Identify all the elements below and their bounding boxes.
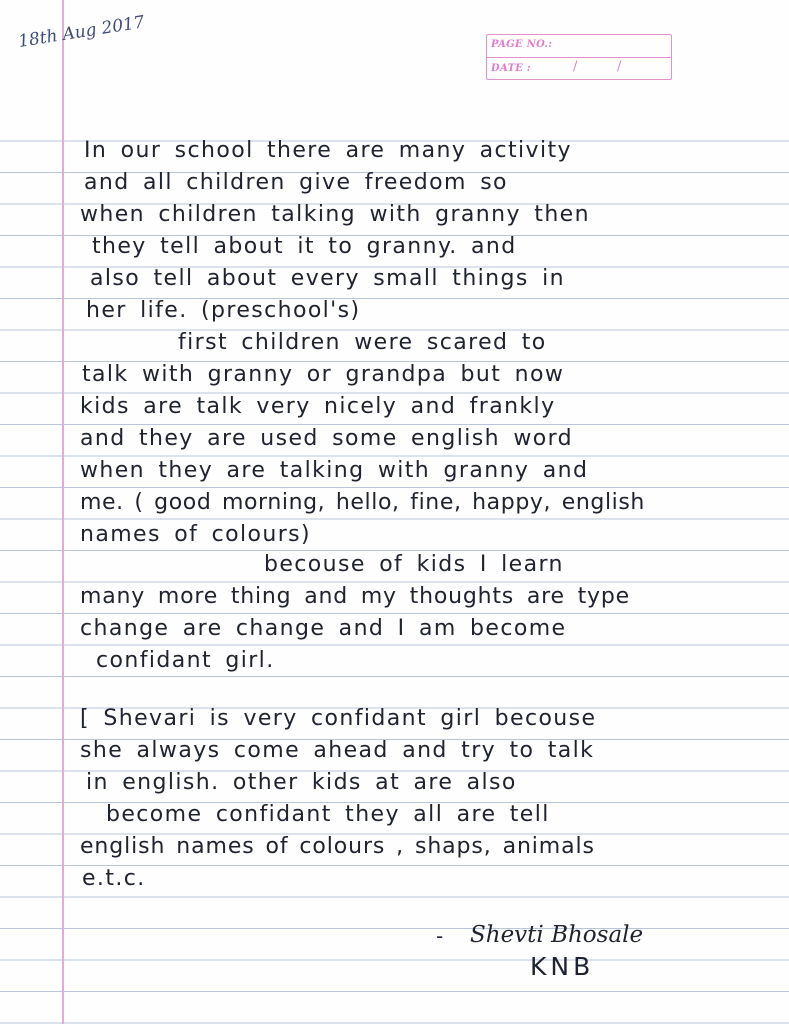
text-line: first children were scared to xyxy=(178,330,547,355)
date-slash: / xyxy=(573,59,578,74)
date-slash: / xyxy=(617,59,622,74)
text-line: become confidant they all are tell xyxy=(106,802,550,827)
date-label: DATE : xyxy=(491,63,531,74)
text-line: when they are talking with granny and xyxy=(80,458,589,483)
text-line: and all children give freedom so xyxy=(84,170,508,195)
text-line: in english. other kids at are also xyxy=(86,770,517,795)
text-line: [ Shevari is very confidant girl becouse xyxy=(80,706,597,731)
signature-dash: - xyxy=(436,924,444,948)
text-line: becouse of kids I learn xyxy=(264,552,564,577)
text-line: many more thing and my thoughts are type xyxy=(80,584,630,609)
text-line: In our school there are many activity xyxy=(84,138,572,163)
page-date-box xyxy=(486,34,672,80)
text-line: they tell about it to granny. and xyxy=(92,234,517,259)
text-line: talk with granny or grandpa but now xyxy=(82,362,565,387)
text-line: names of colours) xyxy=(80,522,312,547)
text-line: change are change and I am become xyxy=(80,616,567,641)
signature-org: KNB xyxy=(530,952,595,981)
text-line: also tell about every small things in xyxy=(90,266,565,291)
date-box-divider xyxy=(487,57,671,58)
text-line: e.t.c. xyxy=(82,866,146,891)
text-line: when children talking with granny then xyxy=(80,202,590,227)
text-line: she always come ahead and try to talk xyxy=(80,738,595,763)
margin-line xyxy=(62,0,64,1024)
text-line: and they are used some english word xyxy=(80,426,573,451)
text-line: her life. (preschool's) xyxy=(86,298,361,323)
page-no-label: PAGE NO.: xyxy=(491,39,553,50)
text-line: kids are talk very nicely and frankly xyxy=(80,394,556,419)
text-line: me. ( good morning, hello, fine, happy, english xyxy=(80,490,645,515)
handwritten-date: 18th Aug 2017 xyxy=(16,12,147,53)
text-line: english names of colours , shaps, animals xyxy=(80,834,595,859)
text-line: confidant girl. xyxy=(96,648,275,673)
signature-name: Shevti Bhosale xyxy=(470,922,644,948)
